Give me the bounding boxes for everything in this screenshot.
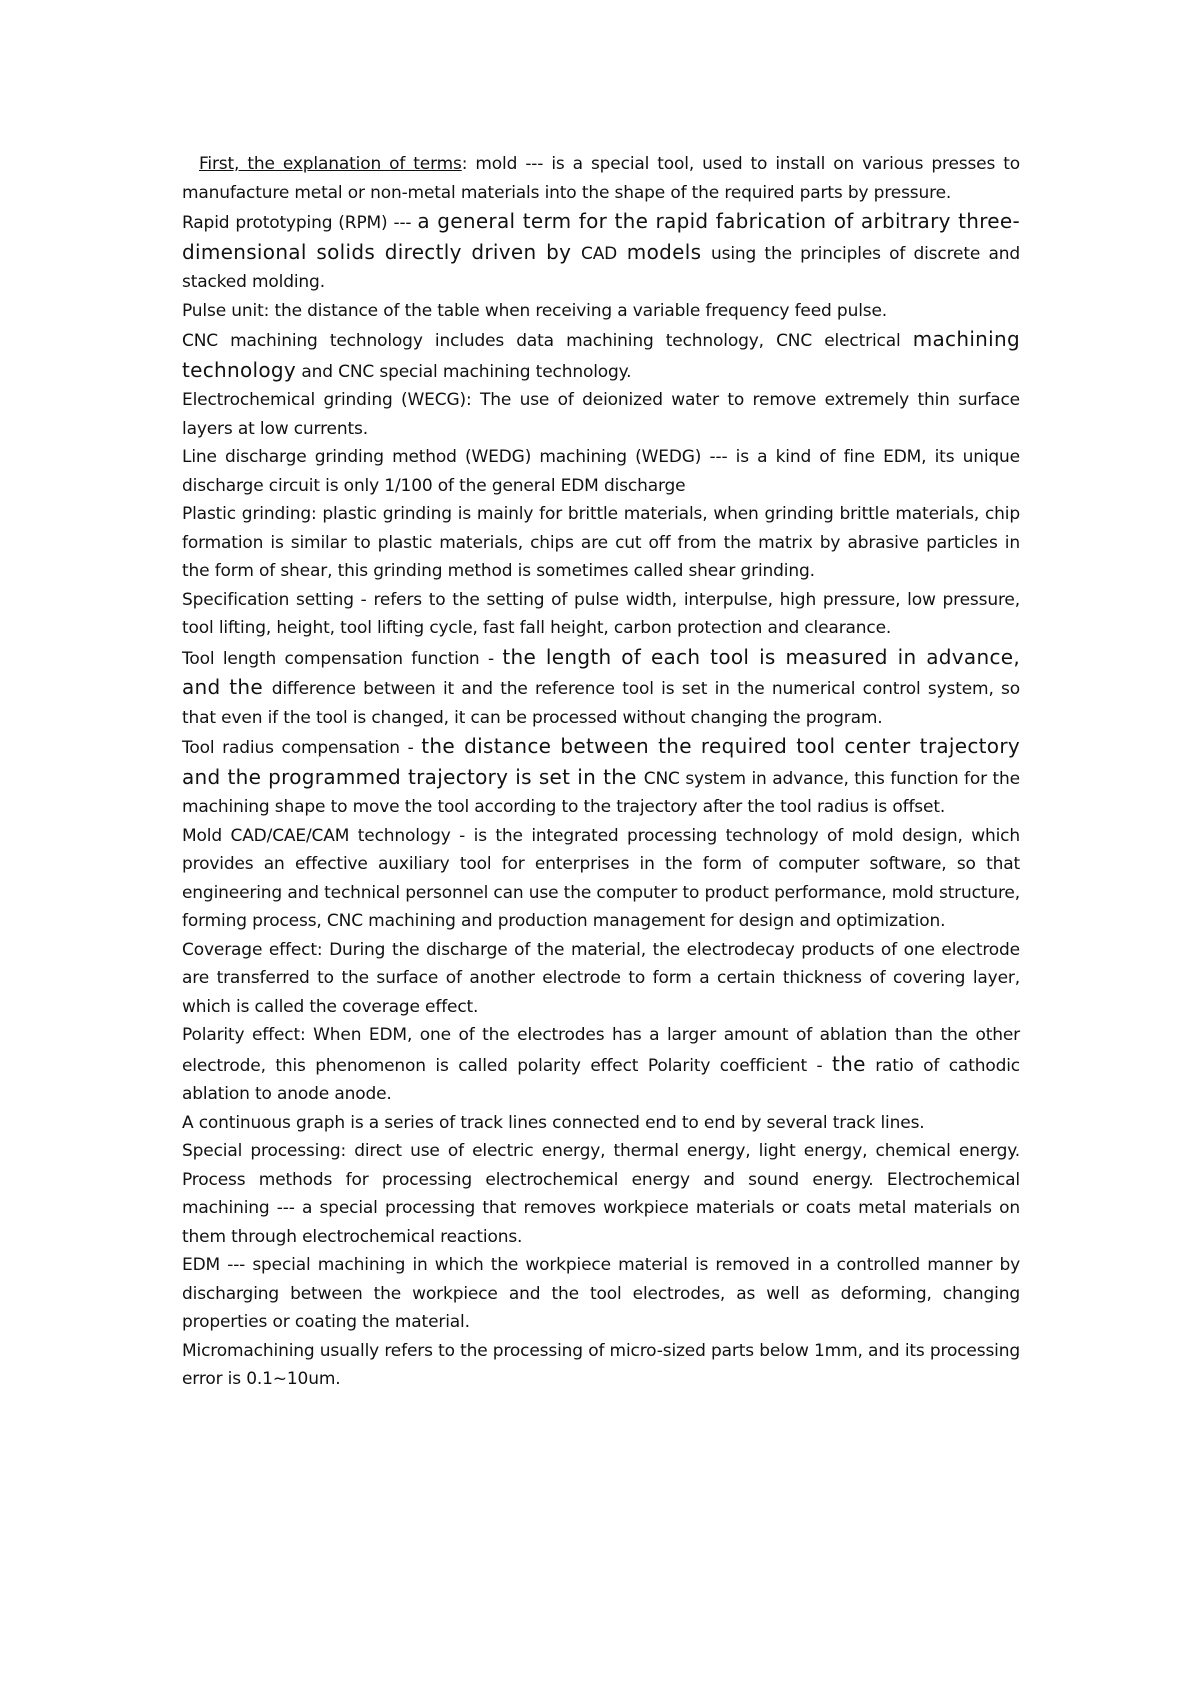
text-segment: Polarity effect: When EDM, one of the electrodes has a larger amount of ablation than the other electrode, this phenomenon is called polarity effect Polarity coefficient - — [182, 1025, 1020, 1076]
text-segment: the distance between the required tool center trajectory and the programmed trajectory is set in the — [182, 734, 1020, 789]
paragraph-edm — [182, 1251, 1020, 1337]
text-segment: : mold --- is a special tool, used to install on various presses to manufacture metal or non-metal materials into the shape of the required parts by pressure. — [182, 154, 1021, 203]
section-heading-terms: First, the explanation of terms — [199, 154, 462, 174]
paragraph-specification-setting — [182, 586, 1020, 643]
text-segment: Rapid prototyping (RPM) --- — [182, 213, 418, 233]
paragraph-continuous-graph — [182, 1109, 1020, 1138]
text-segment: Specification setting - refers to the setting of pulse width, interpulse, high pressure, low pressure, tool lifting, height, tool lifting cycle, fast fall height, carbon protection and clearance. — [182, 589, 1020, 638]
paragraph-special-processing — [182, 1137, 1020, 1251]
paragraph-mold-cad-cae-cam — [182, 822, 1020, 936]
paragraph-pulse-unit — [182, 297, 1020, 326]
text-segment: Special processing: direct use of electric energy, thermal energy, light energy, chemical energy. Process methods for processing electrochemical energy and sound energy. Electrochemical machining --- a special processing that removes workpiece materials or coats metal materials on them through electrochemical reactions. — [182, 1141, 1020, 1247]
paragraph-electrochemical-grinding — [182, 386, 1020, 443]
text-segment: ratio of cathodic ablation to anode anode. — [182, 1055, 1021, 1104]
text-segment: the — [831, 1051, 866, 1076]
text-segment: CNC system in advance, this function for the machining shape to move the tool according to the trajectory after the tool radius is offset. — [182, 768, 1020, 817]
text-segment: Tool radius compensation - — [182, 738, 422, 758]
text-segment: Plastic grinding: plastic grinding is mainly for brittle materials, when grinding brittle materials, chip formation is similar to plastic materials, chips are cut off from the matrix by abrasive particles in the form of shear, this grinding method is sometimes called shear grinding. — [182, 504, 1020, 581]
text-segment: CAD — [580, 243, 618, 264]
document-body — [182, 150, 1020, 1394]
paragraph-micromachining — [182, 1337, 1020, 1394]
text-segment: A continuous graph is a series of track lines connected end to end by several track lines. — [182, 1112, 925, 1133]
text-segment: Line discharge grinding method (WEDG) machining (WEDG) --- is a kind of fine EDM, its unique discharge circuit is only 1/100 of the general EDM discharge — [182, 447, 1020, 496]
paragraph-tool-length-compensation — [182, 643, 1020, 733]
paragraph-cnc-machining — [182, 325, 1020, 386]
paragraph-tool-radius-compensation — [182, 732, 1020, 822]
paragraph-line-discharge-grinding — [182, 443, 1020, 500]
text-segment: Mold CAD/CAE/CAM technology - is the integrated processing technology of mold design, which provides an effective auxiliary tool for enterprises in the form of computer software, so that engineering and technical personnel can use the computer to product performance, mold structure, forming process, CNC machining and production management for design and optimization. — [182, 825, 1020, 931]
paragraph-coverage-effect — [182, 936, 1020, 1022]
text-segment: CNC machining technology includes data machining technology, CNC electrical — [182, 331, 913, 351]
text-segment: using the principles of discrete and stacked molding. — [182, 243, 1020, 292]
text-segment: and CNC special machining technology. — [296, 361, 632, 382]
text-segment: Micromachining usually refers to the processing of micro-sized parts below 1mm, and its processing error is 0.1~10um. — [182, 1340, 1020, 1389]
text-segment: Electrochemical grinding (WECG): The use of deionized water to remove extremely thin surface layers at low currents. — [182, 390, 1020, 439]
paragraph-terms-intro — [182, 150, 1020, 207]
text-segment: Coverage effect: During the discharge of the material, the electrodecay products of one electrode are transferred to the surface of another electrode to form a certain thickness of covering layer, which is called the coverage effect. — [182, 939, 1020, 1017]
text-segment: the length of each tool is measured in advance, and the — [182, 644, 1021, 699]
text-segment: Pulse unit: the distance of the table when receiving a variable frequency feed pulse. — [182, 300, 888, 321]
paragraph-rapid-prototyping — [182, 207, 1020, 297]
text-segment: a general term for the rapid fabrication of arbitrary three-dimensional solids directly driven by — [182, 209, 1021, 264]
text-segment: difference between it and the reference tool is set in the numerical control system, so that even if the tool is changed, it can be processed without changing the program. — [182, 679, 1020, 728]
paragraph-polarity-effect — [182, 1021, 1020, 1109]
text-segment: Tool length compensation function - — [182, 648, 503, 669]
text-segment: models — [617, 239, 711, 264]
paragraph-plastic-grinding — [182, 500, 1020, 586]
text-segment: machining technology — [182, 327, 1020, 382]
text-segment: EDM --- special machining in which the workpiece material is removed in a controlled manner by discharging between the workpiece and the tool electrodes, as well as deforming, changing properties or coating the material. — [182, 1255, 1020, 1332]
